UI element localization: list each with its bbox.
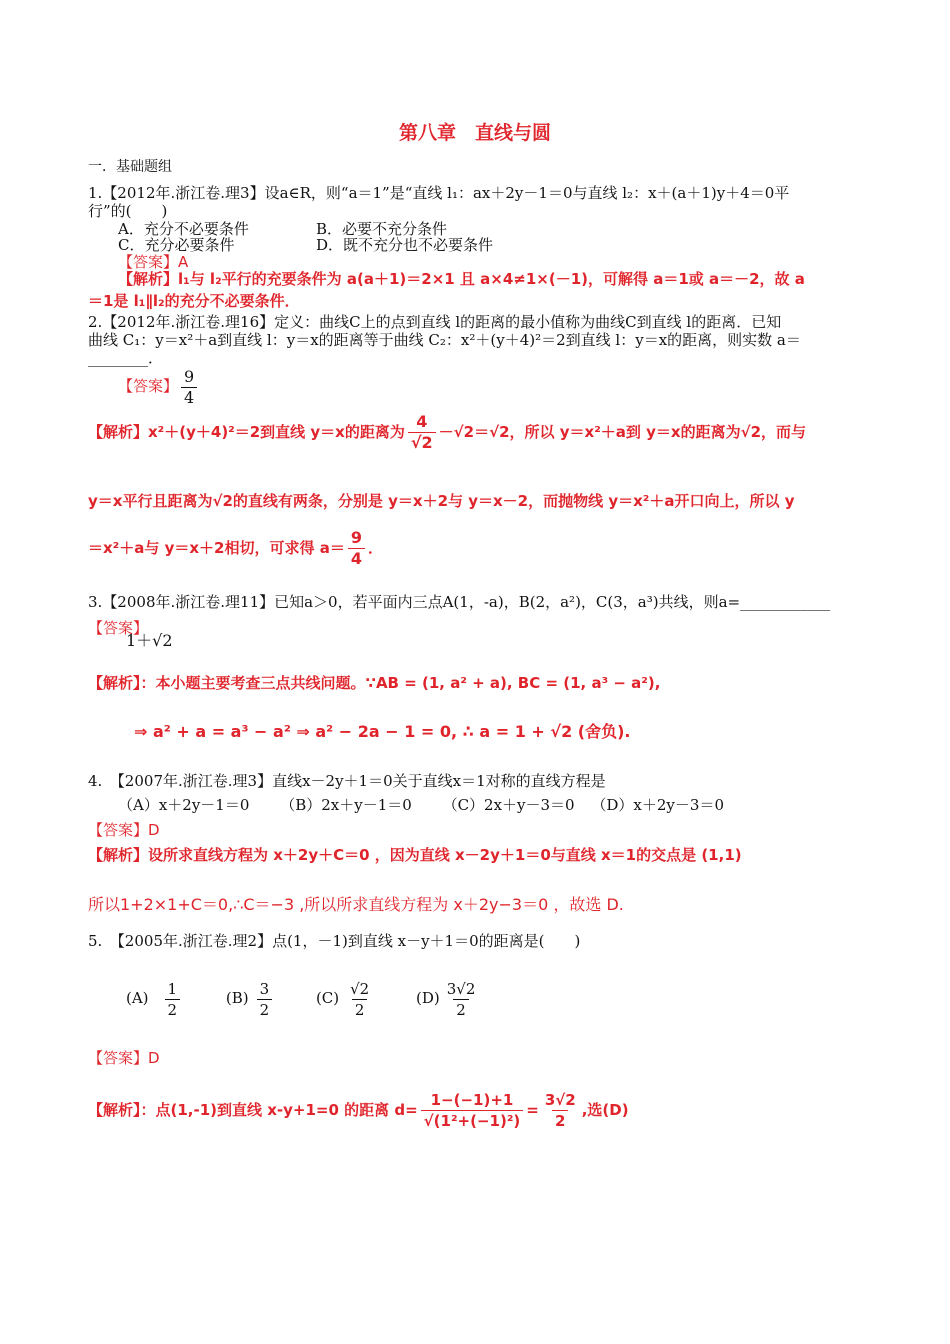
q2-analysis3-numerator: 9 [350,528,362,547]
q5-analysis [88,1086,629,1134]
q5-analysis-fraction [421,1090,524,1131]
q3-answer-label: 【答案】 [88,619,149,637]
q2-stem-line3: ________． [88,349,164,367]
q5-answer: 【答案】D [88,1049,160,1067]
q2-analysis-line3 [88,526,383,570]
q2-analysis-fraction [408,412,436,453]
q4-analysis-line1: 【解析】设所求直线方程为 x＋2y＋C＝0 ，因为直线 x－2y＋1＝0与直线 x＝1的交点是 (1,1) [88,846,742,864]
q1-answer: 【答案】A [118,253,189,271]
q1-stem-line1: 1.【2012年.浙江卷.理3】设a∈R，则“a＝1”是“直线 l₁：ax＋2y－1＝0与直线 l₂：x＋(a＋1)y＋4＝0平 [88,184,790,202]
q5-option-b-numerator: 3 [259,979,270,998]
q5-analysis-result-numerator: 3√2 [544,1091,576,1109]
q2-stem-line1: 2.【2012年.浙江卷.理16】定义：曲线C上的点到直线 l的距离的最小值称为曲线C到直线 l的距离．已知 [88,313,782,331]
q2-analysis-line2: y＝x平行且距离为√2的直线有两条，分别是 y＝x＋2与 y＝x－2，而抛物线 y＝x²＋a开口向上，所以 y [88,492,795,510]
q5-option-d-denominator: 2 [453,999,469,1020]
q5-analysis-pre: 【解析】：点(1,-1)到直线 x-y+1=0 的距离 d= [88,1101,418,1119]
q2-answer-label: 【答案】 [118,377,179,395]
section-heading: 一．基础题组 [88,159,172,175]
q5-option-d-fraction [444,979,479,1020]
q4-option-b: （B）2x＋y－1＝0 [280,796,412,814]
q5-option-b-label: (B) [225,989,249,1007]
q2-analysis-line1 [88,410,806,454]
q4-analysis-line2: 所以1+2×1+C＝0,∴C＝−3 ,所以所求直线方程为 x＋2y−3＝0 ，故选 D. [88,895,624,914]
q2-answer-fraction [181,367,197,408]
q3-answer-value: 1＋√2 [126,631,173,650]
q5-option-c-numerator: √2 [350,979,370,998]
q2-analysis-mid: －√2＝√2，所以 y＝x²＋a到 y＝x的距离为√2，而与 [438,423,807,441]
q2-analysis3-pre: ＝x²＋a与 y＝x＋2相切，可求得 a＝ [88,539,345,557]
q5-option-a-denominator: 2 [165,999,181,1020]
q4-option-d: （D）x＋2y－3＝0 [591,796,724,814]
q4-option-a: （A）x＋2y－1＝0 [118,796,250,814]
q4-options [118,796,724,814]
q3-analysis-line2: ⇒ a² + a = a³ − a² ⇒ a² − 2a − 1 = 0, ∴ a = 1 + √2 (舍负). [134,722,631,741]
q1-analysis-line2: ＝1是 l₁∥l₂的充分不必要条件． [88,292,300,310]
q1-option-c: C．充分必要条件 [118,236,235,254]
q3-analysis-line1: 【解析】：本小题主要考查三点共线问题。∵AB = (1, a² + a), BC = (1, a³ − a²), [88,674,661,692]
q2-analysis-pre: 【解析】x²＋(y＋4)²＝2到直线 y＝x的距离为 [88,423,405,441]
q2-analysis3-denominator: 4 [348,548,365,569]
q2-analysis3-post: ． [367,539,383,557]
q4-stem: 4. 【2007年.浙江卷.理3】直线x－2y＋1＝0关于直线x＝1对称的直线方程是 [88,772,606,790]
q5-option-a-label: (A) [126,989,149,1007]
q5-option-c-denominator: 2 [352,999,368,1020]
q2-answer-denominator: 4 [181,387,197,408]
q1-analysis-line1: 【解析】l₁与 l₂平行的充要条件为 a(a＋1)＝2×1 且 a×4≠1×(－1)，可解得 a＝1或 a＝－2，故 a [118,270,805,288]
q5-option-b-fraction [257,979,273,1020]
q5-option-d-numerator: 3√2 [446,979,476,998]
q3-stem: 3.【2008年.浙江卷.理11】已知a＞0，若平面内三点A(1，-a)，B(2，a²)，C(3，a³)共线，则a=____________ [88,593,831,611]
q2-analysis-numerator: 4 [416,412,428,431]
q5-analysis-post: ,选(D) [581,1101,629,1119]
q5-option-c-label: (C) [315,989,340,1007]
q5-option-a-numerator: 1 [167,979,178,998]
q5-analysis-numerator: 1−(−1)+1 [430,1091,514,1109]
q4-answer: 【答案】D [88,821,160,839]
q1-option-d: D．既不充分也不必要条件 [316,236,494,254]
q1-option-b: B．必要不充分条件 [316,220,448,238]
q5-stem: 5. 【2005年.浙江卷.理2】点(1，－1)到直线 x－y＋1＝0的距离是( ) [88,932,581,950]
q5-analysis-denominator: √(1²+(−1)²) [421,1110,524,1131]
q5-analysis-equals: = [526,1101,539,1119]
q2-analysis-denominator: √2 [408,432,436,453]
q2-stem-line2: 曲线 C₁：y＝x²＋a到直线 l：y＝x的距离等于曲线 C₂：x²＋(y＋4)²＝2到直线 l：y＝x的距离，则实数 a＝ [88,331,801,349]
q5-options [126,976,481,1020]
q5-option-b-denominator: 2 [257,999,273,1020]
q1-option-a: A．充分不必要条件 [118,220,249,238]
q5-analysis-result-denominator: 2 [552,1110,568,1131]
q2-answer [118,364,200,408]
q5-analysis-result-fraction [542,1090,579,1131]
q2-answer-numerator: 9 [184,366,195,386]
q1-stem-line2: 行”的( ) [88,202,168,220]
q5-option-d-label: (D) [416,989,440,1007]
q2-analysis3-fraction [348,528,365,569]
page-title: 第八章 直线与圆 [398,122,551,144]
q5-option-c-fraction [347,979,372,1020]
q4-option-c: （C）2x＋y－3＝0 [442,796,575,814]
q5-option-a-fraction [165,979,181,1020]
